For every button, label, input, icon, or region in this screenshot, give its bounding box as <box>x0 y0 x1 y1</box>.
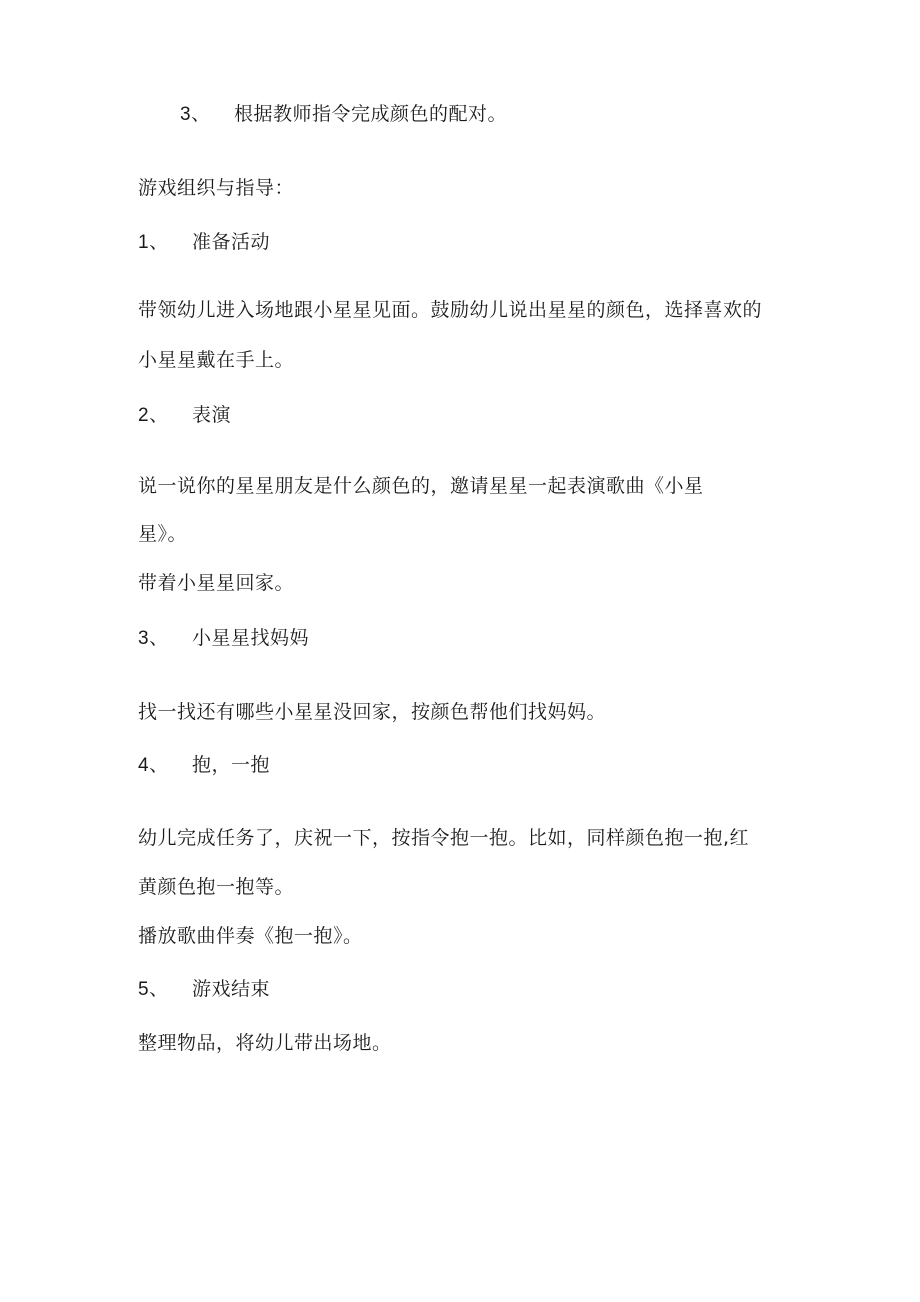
paragraph-line: 带着小星星回家。 <box>138 572 295 594</box>
paragraph-line: 整理物品，将幼儿带出场地。 <box>138 1032 392 1054</box>
list-number: 1、 <box>138 232 169 253</box>
paragraph-line: 小星星戴在手上。 <box>138 349 295 371</box>
list-text: 根据教师指令完成颜色的配对。 <box>234 103 508 125</box>
list-number: 2、 <box>138 405 169 426</box>
list-number: 3、 <box>180 104 211 125</box>
paragraph-line: 说一说你的星星朋友是什么颜色的，邀请星星一起表演歌曲《小星 <box>138 475 704 497</box>
list-item <box>138 230 270 255</box>
paragraph-line: 找一找还有哪些小星星没回家，按颜色帮他们找妈妈。 <box>138 701 607 723</box>
list-item <box>138 626 309 651</box>
paragraph-line: 幼儿完成任务了，庆祝一下，按指令抱一抱。比如，同样颜色抱一抱,红 <box>138 827 750 849</box>
list-item <box>180 102 507 127</box>
list-text: 游戏结束 <box>192 978 271 1000</box>
list-item <box>138 403 231 428</box>
list-text: 小星星找妈妈 <box>192 627 310 649</box>
list-item <box>138 977 270 1002</box>
paragraph-line: 播放歌曲伴奏《抱一抱》。 <box>138 925 363 947</box>
list-number: 4、 <box>138 755 169 776</box>
list-text: 表演 <box>192 404 232 426</box>
paragraph-line: 黄颜色抱一抱等。 <box>138 876 295 898</box>
list-number: 5、 <box>138 979 169 1000</box>
list-item <box>138 753 270 778</box>
list-text: 抱，一抱 <box>192 754 271 776</box>
paragraph-line: 带领幼儿进入场地跟小星星见面。鼓励幼儿说出星星的颜色，选择喜欢的 <box>138 299 763 321</box>
paragraph-line: 星》。 <box>138 523 188 545</box>
section-heading: 游戏组织与指导： <box>138 177 295 199</box>
list-text: 准备活动 <box>192 231 271 253</box>
list-number: 3、 <box>138 628 169 649</box>
